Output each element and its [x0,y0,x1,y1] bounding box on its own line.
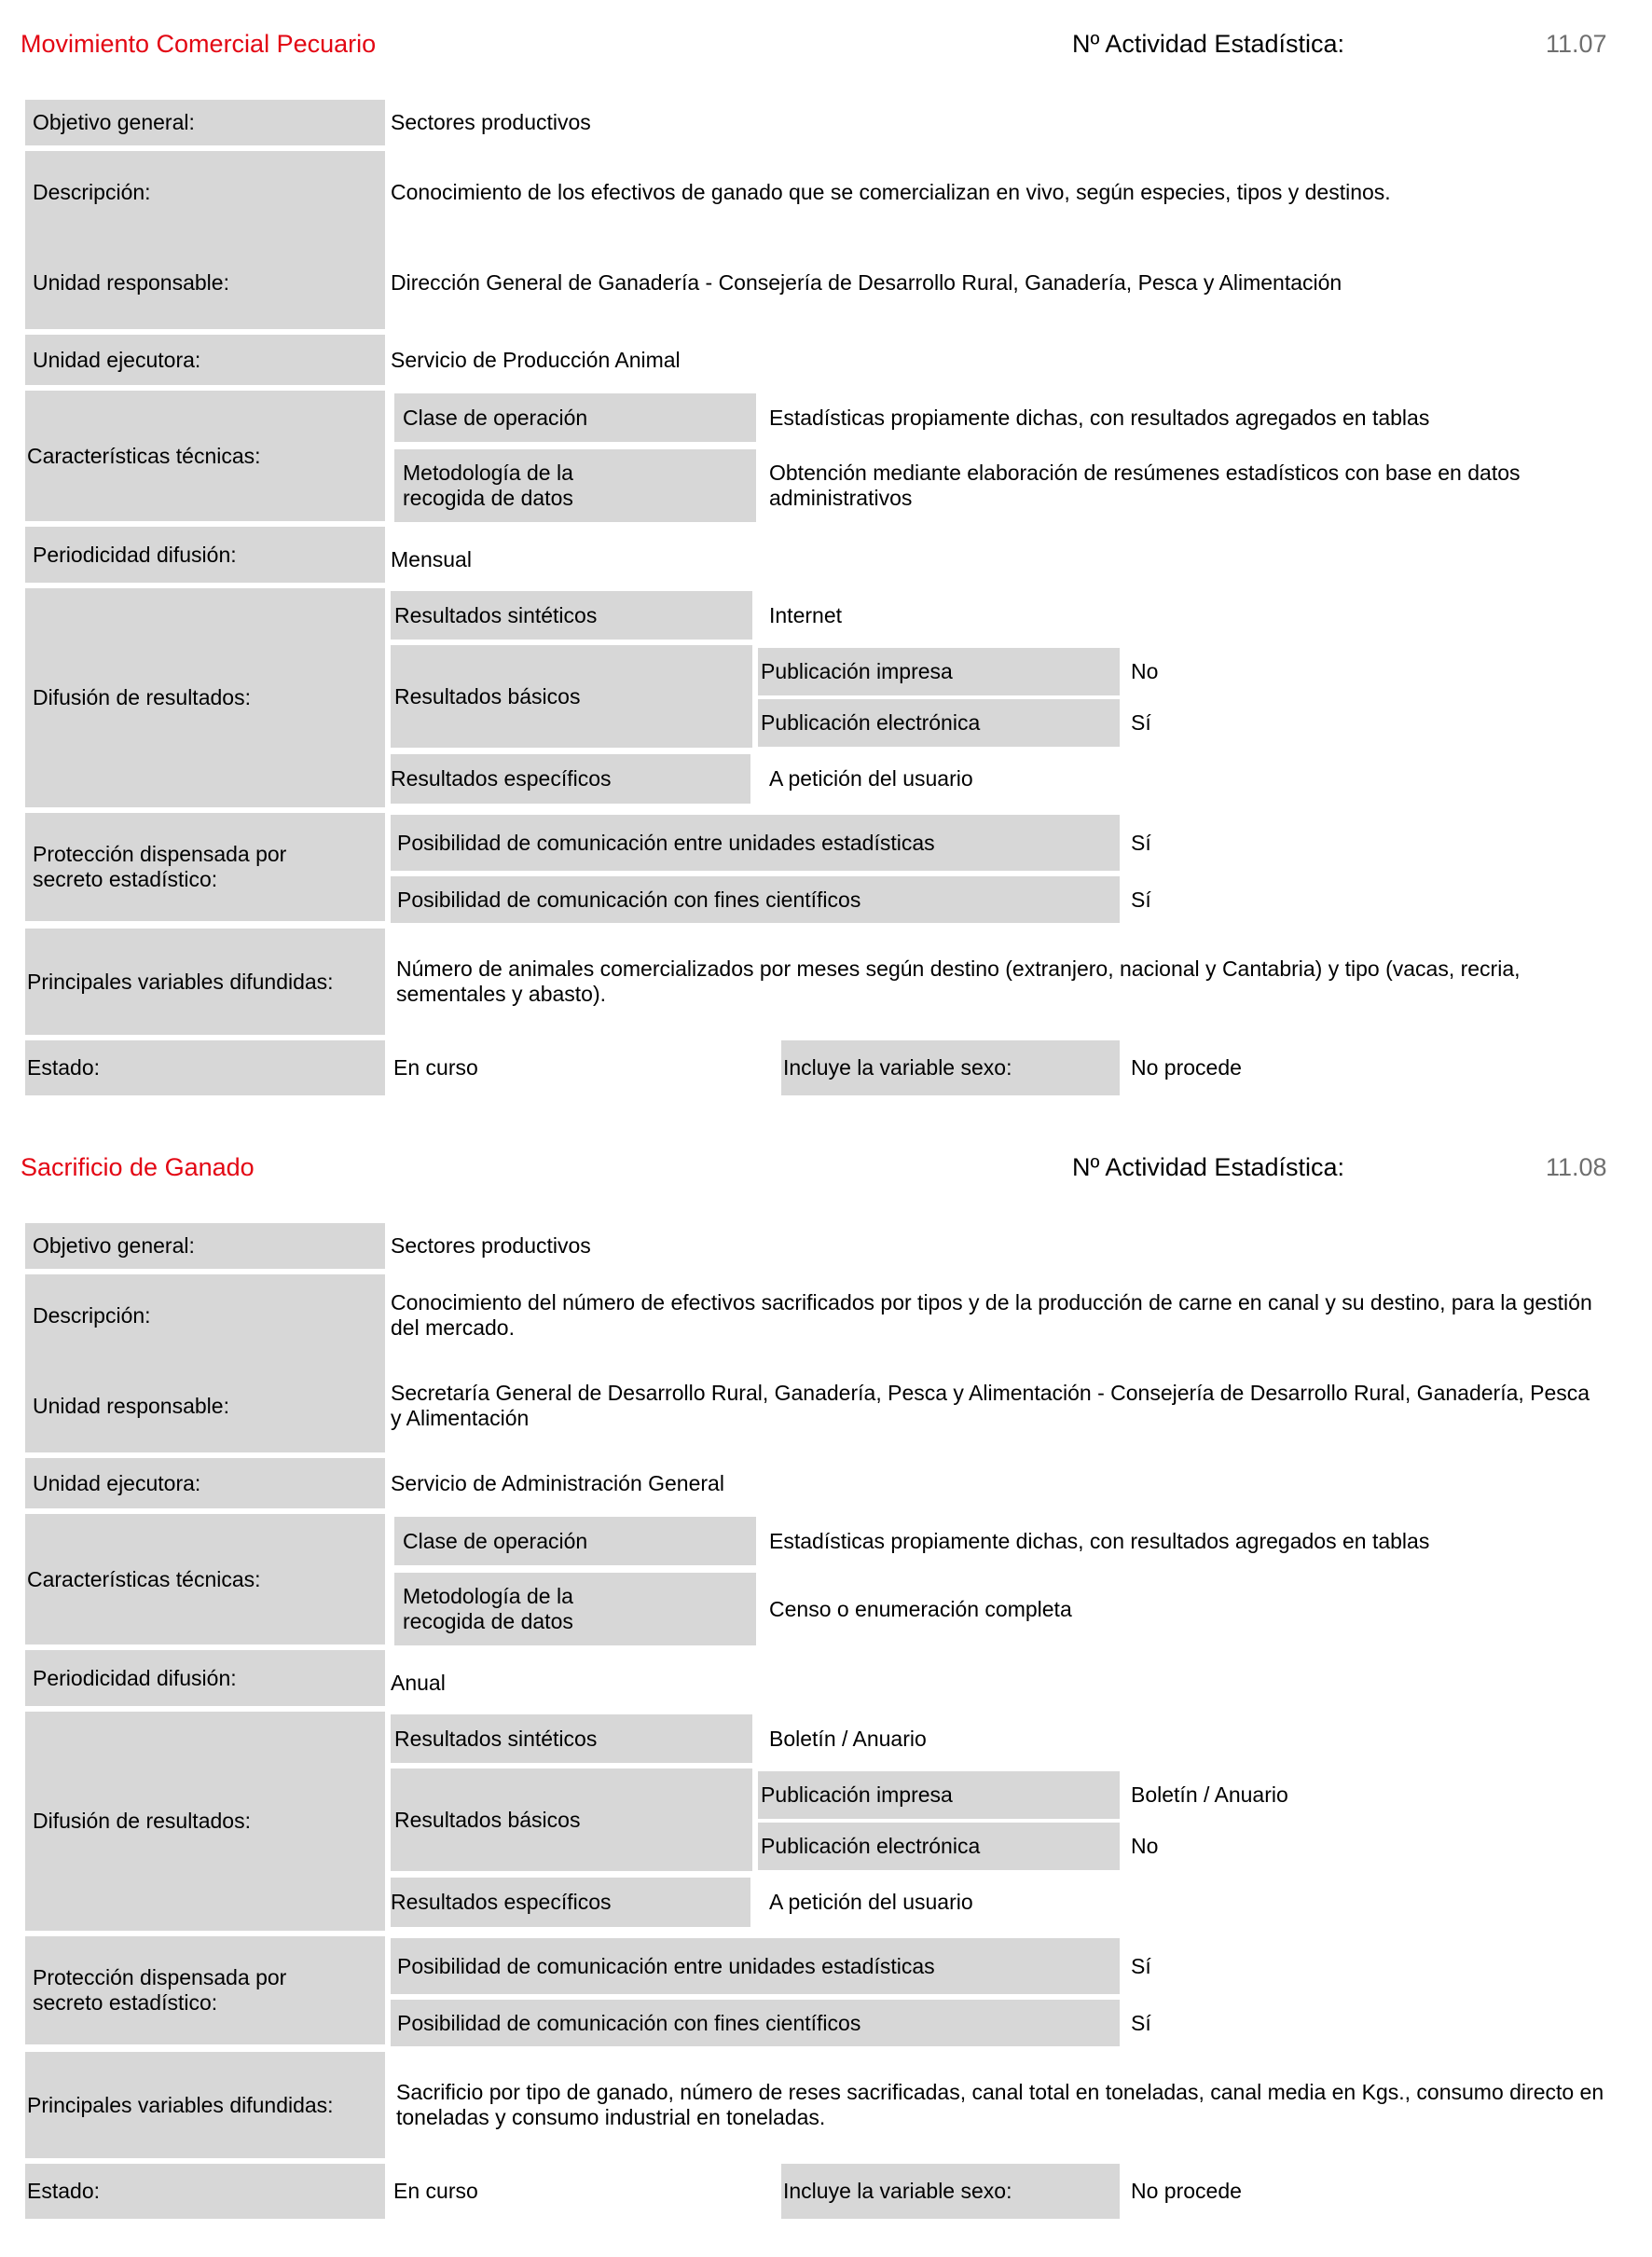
posib-cientificos-label: Posibilidad de comunicación con fines científicos [391,2000,1120,2046]
res-especificos-value: A petición del usuario [769,766,973,791]
posib-unidades-label: Posibilidad de comunicación entre unidades estadísticas [391,815,1120,871]
clase-operacion-label: Clase de operación [394,393,756,442]
operation-card [0,1123,1652,2247]
activity-number-label: Nº Actividad Estadística: [1072,30,1344,58]
res-sinteticos-label: Resultados sintéticos [391,591,752,640]
posib-cientificos-value: Sí [1131,2010,1151,2035]
estado-value: En curso [393,2179,478,2203]
variables-value: Número de animales comercializados por meses según destino (extranjero, nacional y Cantabria) y tipo (vacas, recria, sementales y abasto). [396,956,1521,1006]
unidad-responsable-label: Unidad responsable: [33,269,229,295]
difusion-label: Difusión de resultados: [25,1712,385,1931]
incluye-sexo-label: Incluye la variable sexo: [781,2164,1120,2219]
res-basicos-label: Resultados básicos [391,645,752,748]
difusion-label: Difusión de resultados: [25,588,385,807]
unidad-ejecutora-label: Unidad ejecutora: [25,1458,385,1508]
variables-value: Sacrificio por tipo de ganado, número de reses sacrificadas, canal total en toneladas, canal media en Kgs., consumo directo en toneladas y consumo industrial en toneladas. [396,2080,1604,2129]
clase-operacion-value: Estadísticas propiamente dichas, con resultados agregados en tablas [769,1528,1430,1553]
pub-impresa-value: No [1131,659,1159,683]
clase-operacion-label: Clase de operación [394,1517,756,1565]
pub-impresa-value: Boletín / Anuario [1131,1782,1288,1807]
proteccion-label [25,1936,385,2044]
caracteristicas-label: Características técnicas: [25,1514,385,1645]
unidad-responsable-label: Unidad responsable: [33,1393,229,1418]
res-especificos-label: Resultados específicos [391,754,750,804]
posib-unidades-label: Posibilidad de comunicación entre unidades estadísticas [391,1938,1120,1994]
posib-unidades-value: Sí [1131,830,1151,855]
objetivo-label: Objetivo general: [25,100,385,145]
objetivo-value: Sectores productivos [391,1233,591,1258]
metodologia-label [394,1573,756,1645]
operation-title: Sacrificio de Ganado [21,1153,255,1181]
proteccion-label [25,813,385,921]
descripcion-label: Descripción: [33,1302,151,1328]
res-basicos-label: Resultados básicos [391,1768,752,1871]
variables-label: Principales variables difundidas: [25,2052,385,2158]
descripcion-label: Descripción: [33,179,151,204]
estado-value: En curso [393,1055,478,1080]
posib-cientificos-label: Posibilidad de comunicación con fines científicos [391,876,1120,923]
res-especificos-value: A petición del usuario [769,1890,973,1914]
pub-electronica-label: Publicación electrónica [758,1823,1120,1870]
res-especificos-label: Resultados específicos [391,1878,750,1927]
periodicidad-value: Anual [391,1670,446,1695]
estado-label: Estado: [25,1040,385,1095]
pub-electronica-value: No [1131,1834,1159,1858]
unidad-responsable-value: Secretaría General de Desarrollo Rural, Ganadería, Pesca y Alimentación - Consejería de Desarrollo Rural, Ganadería, Pesca y Alimentación [391,1381,1590,1430]
posib-cientificos-value: Sí [1131,887,1151,912]
res-sinteticos-value: Internet [769,602,842,627]
metodologia-label-text: Metodología de la recogida de datos [403,461,573,510]
periodicidad-label: Periodicidad difusión: [25,1650,385,1706]
activity-number: 11.07 [1546,30,1607,58]
clase-operacion-value: Estadísticas propiamente dichas, con resultados agregados en tablas [769,405,1430,430]
activity-number-label: Nº Actividad Estadística: [1072,1153,1344,1181]
proteccion-label-text: Protección dispensada por secreto estadístico: [33,842,287,891]
res-sinteticos-label: Resultados sintéticos [391,1714,752,1763]
periodicidad-label: Periodicidad difusión: [25,527,385,583]
descripcion-value: Conocimiento del número de efectivos sacrificados por tipos y de la producción de carne en canal y su destino, para la gestión del mercado. [391,1290,1592,1340]
objetivo-value: Sectores productivos [391,110,591,134]
pub-electronica-value: Sí [1131,710,1151,735]
proteccion-label-text: Protección dispensada por secreto estadístico: [33,1965,287,2015]
incluye-sexo-value: No procede [1131,1055,1242,1080]
pub-impresa-label: Publicación impresa [758,648,1120,695]
caracteristicas-label: Características técnicas: [25,391,385,521]
metodologia-label-text: Metodología de la recogida de datos [403,1584,573,1633]
variables-label: Principales variables difundidas: [25,929,385,1035]
metodologia-value: Obtención mediante elaboración de resúmenes estadísticos con base en datos administrativos [769,461,1521,510]
operation-card [0,0,1652,1123]
res-sinteticos-value: Boletín / Anuario [769,1726,927,1751]
estado-label: Estado: [25,2164,385,2219]
objetivo-label: Objetivo general: [25,1223,385,1269]
unidad-ejecutora-label: Unidad ejecutora: [25,335,385,385]
metodologia-value: Censo o enumeración completa [769,1596,1072,1621]
unidad-ejecutora-value: Servicio de Administración General [391,1470,724,1495]
unidad-responsable-value: Dirección General de Ganadería - Consejería de Desarrollo Rural, Ganadería, Pesca y Alimentación [391,269,1342,295]
posib-unidades-value: Sí [1131,1953,1151,1978]
pub-electronica-label: Publicación electrónica [758,699,1120,747]
unidad-ejecutora-value: Servicio de Producción Animal [391,347,681,372]
periodicidad-value: Mensual [391,546,472,571]
pub-impresa-label: Publicación impresa [758,1771,1120,1819]
activity-number: 11.08 [1546,1153,1607,1181]
metodologia-label [394,449,756,522]
incluye-sexo-label: Incluye la variable sexo: [781,1040,1120,1095]
descripcion-value: Conocimiento de los efectivos de ganado que se comercializan en vivo, según especies, tipos y destinos. [391,179,1391,204]
operation-title: Movimiento Comercial Pecuario [21,30,377,58]
incluye-sexo-value: No procede [1131,2179,1242,2203]
